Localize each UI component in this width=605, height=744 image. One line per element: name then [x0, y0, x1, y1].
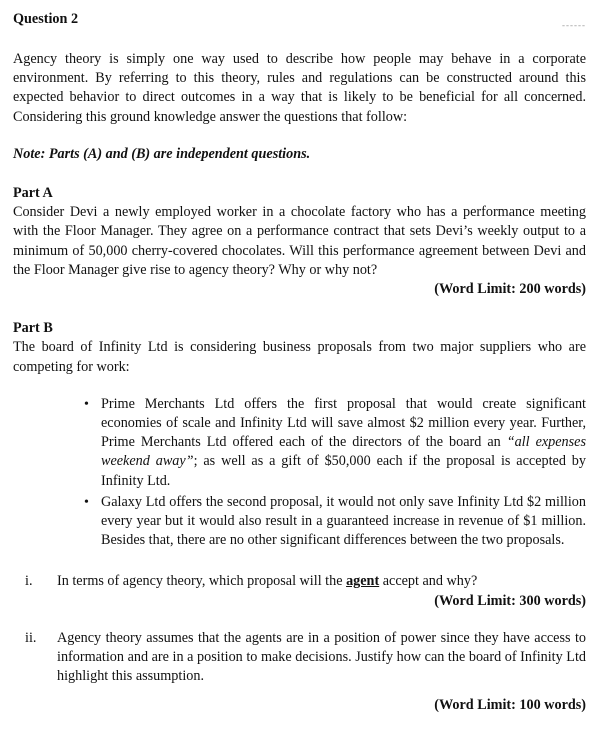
proposal-item-galaxy: [101, 493, 586, 551]
part-a-body: Consider Devi a newly employed worker in a chocolate factory who has a performance meeting with the Floor Manager. They agree on a performance contract that sets Devi’s weekly output to a minimum of 50,000 cherry-covered chocolates. Will this performance agreement between Devi and the Floor Manager give rise to agency theory? Why or why not?: [13, 204, 586, 278]
question-i-text-end: accept and why?: [379, 573, 478, 590]
question-i-text: In terms of agency theory, which proposal will the: [57, 573, 347, 590]
question-ii: [13, 629, 586, 687]
question-i: [13, 572, 586, 591]
question-i-number: i.: [25, 573, 33, 590]
part-b-body: The board of Infinity Ltd is considering business proposals from two major suppliers who are competing for work:: [13, 339, 586, 375]
question-i-agent: agent: [346, 573, 380, 590]
question-ii-text: Agency theory assumes that the agents are in a position of power since they have access to information and are in a position to make decisions. Justify how can the board of Infinity Ltd highlight this assumption.: [57, 629, 586, 685]
proposal-galaxy-text: Galaxy Ltd offers the second proposal, it would not only save Infinity Ltd $2 million every year but it would also result in a guaranteed increase in revenue of $1 million. Besides that, there are no other significant differences between the two proposals.: [101, 493, 586, 549]
intro-paragraph: Agency theory is simply one way used to describe how people may behave in a corporate environment. By referring to this theory, rules and regulations can be constructed around this expected behavior to direct outcomes in a way that is likely to be beneficial for all concerned. Considering this ground knowledge answer the questions that follow:: [13, 51, 586, 125]
question-header: [13, 10, 586, 32]
proposal-prime-text-end: ; as well as a gift of $50,000 each if the proposal is accepted by Infinity Ltd.: [101, 453, 586, 489]
part-a-section: [13, 184, 586, 299]
question-title: Question 2: [13, 11, 79, 27]
proposal-prime-quote: “all expenses weekend away”: [101, 434, 586, 470]
part-b-section: [13, 319, 586, 715]
question-ii-number: ii.: [25, 629, 37, 646]
note-text: Note: Parts (A) and (B) are independent questions.: [13, 145, 311, 162]
part-a-title: Part A: [13, 185, 53, 202]
part-b-title: Part B: [13, 320, 53, 337]
proposal-list: [101, 395, 586, 551]
question-ii-word-limit: (Word Limit: 100 words): [434, 697, 586, 714]
header-mark: ------: [562, 20, 586, 30]
proposal-prime-text: Prime Merchants Ltd offers the first proposal that would create significant economies of scale and Infinity Ltd will save almost $2 million every year. Further, Prime Merchants Ltd offered each of the directors of the board an: [101, 395, 586, 451]
part-a-word-limit: (Word Limit: 200 words): [434, 281, 586, 298]
proposal-item-prime: [101, 395, 586, 491]
document-page: [13, 10, 586, 716]
question-i-word-limit: (Word Limit: 300 words): [434, 592, 586, 609]
